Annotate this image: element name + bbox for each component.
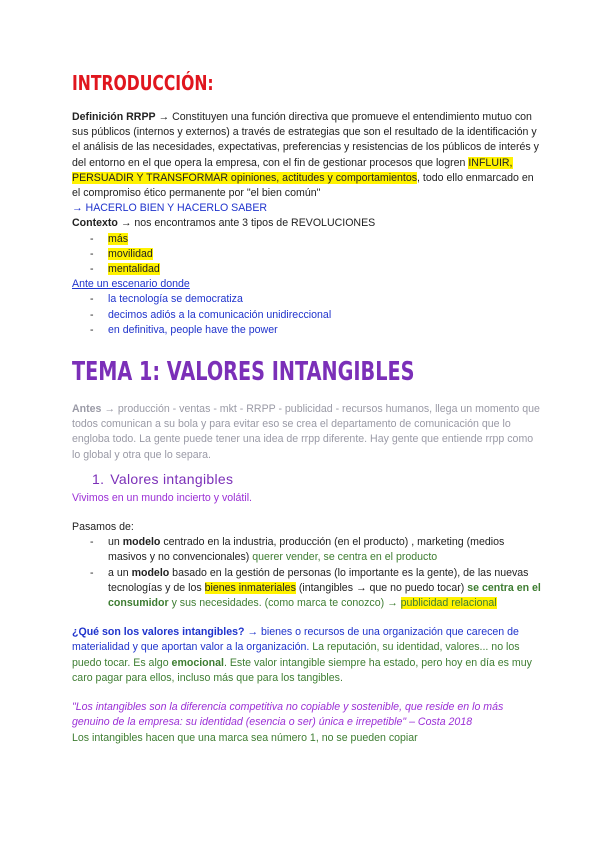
antes-paragraph: Antes → producción - ventas - mkt - RRPP - publicidad - recursos humanos, llega un momento que todos comunican a su bola y para evitar eso se crea el departamento de comunicación que lo engloba todo. La gente puede tener una idea de rrpp diferente. Hay gente que entiende rrpp como lo global y otra que lo separa. <box>72 403 540 461</box>
contexto-label: Contexto <box>72 217 118 230</box>
quote-source: – Costa 2018 <box>406 716 473 729</box>
list-item: - movilidad <box>72 247 542 262</box>
list-item: - un modelo centrado en la industria, producción (en el producto) , marketing (medios masivos y no convencionales) querer vender, se centra en el producto <box>72 535 542 565</box>
antes-label: Antes <box>72 403 102 416</box>
list-item: - a un modelo basado en la gestión de personas (lo importante es la gente), de las nuevas tecnologías y de los bienes inmateriales (intangibles → que no puedo tocar) se centra en el consumidor y sus necesidades. (como marca te conozco) → publicidad relacional <box>72 566 542 612</box>
escenario-list <box>72 292 542 338</box>
quote-text: "Los intangibles son la diferencia competitiva no copiable y sostenible, que reside en lo más genuino de la empresa: su identidad (esencia o ser) única e irrepetible" <box>72 701 504 729</box>
document-page <box>72 70 542 746</box>
definicion-paragraph: Definición RRPP → Constituyen una función directiva que promueve el entendimiento mutuo con sus públicos (internos y externos) a través de estrategias que son el resultado de la identificación y el análisis de las necesidades, expectativas, preferencias y resistencias de los públicos de interés y del entorno en el que opera la empresa, con el fin de gestionar procesos que logren INFLUIR, PERSUADIR Y TRANSFORMAR opiniones, actitudes y comportamientos, todo ello enmarcado en el compromiso ético permanente por "el bien común" <box>72 111 539 200</box>
vivimos-line: Vivimos en un mundo incierto y volátil. <box>72 491 252 504</box>
cita-paragraph <box>72 700 542 730</box>
intro-heading: INTRODUCCIÓN: <box>72 71 214 95</box>
subheading-valores: 1. Valores intangibles <box>92 470 234 487</box>
que-son-paragraph: ¿Qué son los valores intangibles? → bienes o recursos de una organización que carecen de materialidad y que aportan valor a la organización. La reputación, su identidad, valores... no los puedo tocar. Es algo emocional. Este valor intangible siempre ha estado, pero hoy en día es muy caro pagar para ellos, incluso más que para los tangibles. <box>72 626 532 684</box>
revoluciones-list <box>72 232 542 278</box>
list-item: - decimos adiós a la comunicación unidireccional <box>72 308 542 323</box>
pasamos-line: Pasamos de: <box>72 521 134 534</box>
definicion-text: Constituyen una función directiva que promueve el entendimiento mutuo con sus públicos (internos y externos) a través de estrategias que son el resultado de la identificación y el análisis de las necesidades, expectativas, preferencias y resistencias de los públicos de interés y del entorno en el que opera la empresa, con el fin de gestionar procesos que logren <box>72 111 539 169</box>
list-item: - mentalidad <box>72 262 542 277</box>
final-line: Los intangibles hacen que una marca sea número 1, no se pueden copiar <box>72 731 418 744</box>
escenario-line: Ante un escenario donde <box>72 278 190 291</box>
list-item: - en definitiva, people have the power <box>72 323 542 338</box>
que-son-label: ¿Qué son los valores intangibles? <box>72 626 245 639</box>
list-item: - más <box>72 232 542 247</box>
definicion-highlight: INFLUIR, PERSUADIR Y TRANSFORMAR opiniones, actitudes y comportamientos <box>72 156 513 184</box>
contexto-line: Contexto → nos encontramos ante 3 tipos de REVOLUCIONES <box>72 217 376 230</box>
tema-heading: TEMA 1: VALORES INTANGIBLES <box>72 357 415 388</box>
hacerlo-line: → HACERLO BIEN Y HACERLO SABER <box>72 202 268 215</box>
list-item: - la tecnología se democratiza <box>72 292 542 307</box>
definicion-label: Definición RRPP <box>72 111 156 123</box>
pasamos-list <box>72 535 542 611</box>
